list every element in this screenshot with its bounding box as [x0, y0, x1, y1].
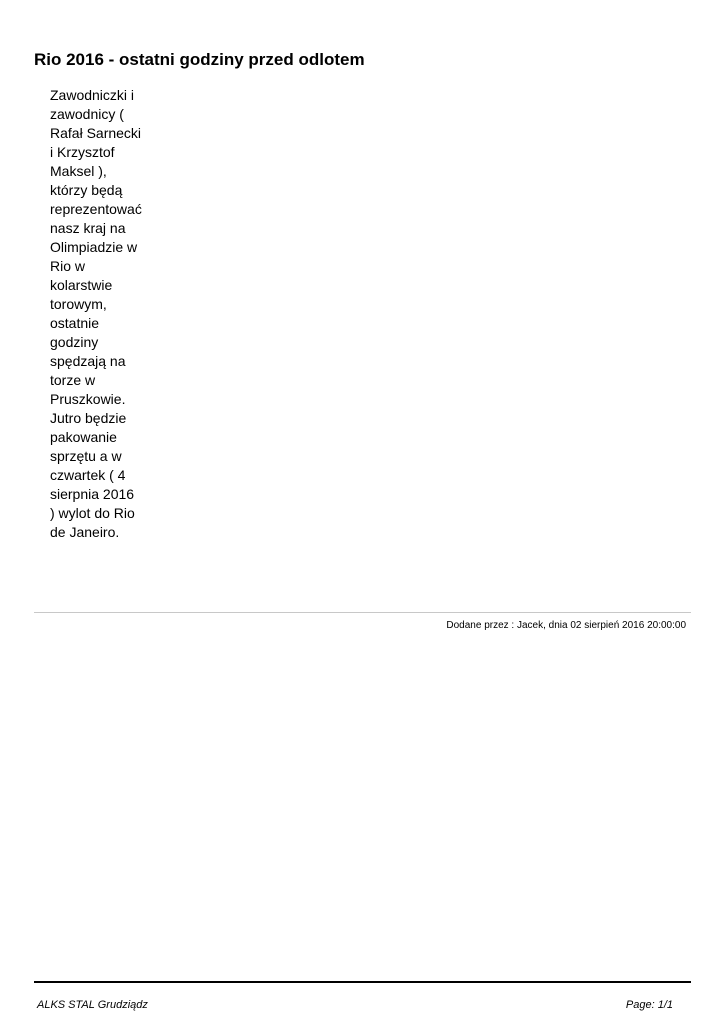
- article-body-line: reprezentować: [50, 201, 142, 217]
- article-body-line: godziny: [50, 334, 99, 350]
- article-body-line: torze w: [50, 372, 96, 388]
- footer-divider: [34, 981, 691, 983]
- footer-page-number: Page: 1/1: [625, 999, 673, 1011]
- article-body-line: de Janeiro.: [50, 524, 120, 540]
- article-body-line: zawodnicy (: [50, 106, 124, 122]
- article-body-line: nasz kraj na: [50, 220, 126, 236]
- article-body: [50, 86, 170, 542]
- article-body-line: Zawodniczki i: [50, 87, 135, 103]
- article-body-line: i Krzysztof: [50, 144, 115, 160]
- article-body-line: Jutro będzie: [50, 410, 127, 426]
- footer-organization: ALKS STAL Grudziądz: [37, 999, 148, 1011]
- article-body-line: czwartek ( 4: [50, 467, 126, 483]
- article-body-line: sierpnia 2016: [50, 486, 135, 502]
- article-body-line: torowym,: [50, 296, 107, 312]
- article-body-line: Rafał Sarnecki: [50, 125, 142, 141]
- article-body-line: Rio w: [50, 258, 86, 274]
- article-body-line: Pruszkowie.: [50, 391, 126, 407]
- article-body-line: ) wylot do Rio: [50, 505, 135, 521]
- article-body-line: pakowanie: [50, 429, 117, 445]
- article-body-line: kolarstwie: [50, 277, 113, 293]
- article-body-line: spędzają na: [50, 353, 126, 369]
- article-body-line: którzy będą: [50, 182, 123, 198]
- article-body-line: ostatnie: [50, 315, 100, 331]
- article-body-line: Maksel ),: [50, 163, 107, 179]
- article-byline: Dodane przez : Jacek, dnia 02 sierpień 2016 20:00:00: [446, 620, 686, 631]
- content-divider: [34, 612, 691, 613]
- article-body-line: Olimpiadzie w: [50, 239, 138, 255]
- article-body-line: sprzętu a w: [50, 448, 122, 464]
- article-title: Rio 2016 - ostatni godziny przed odlotem: [34, 50, 365, 69]
